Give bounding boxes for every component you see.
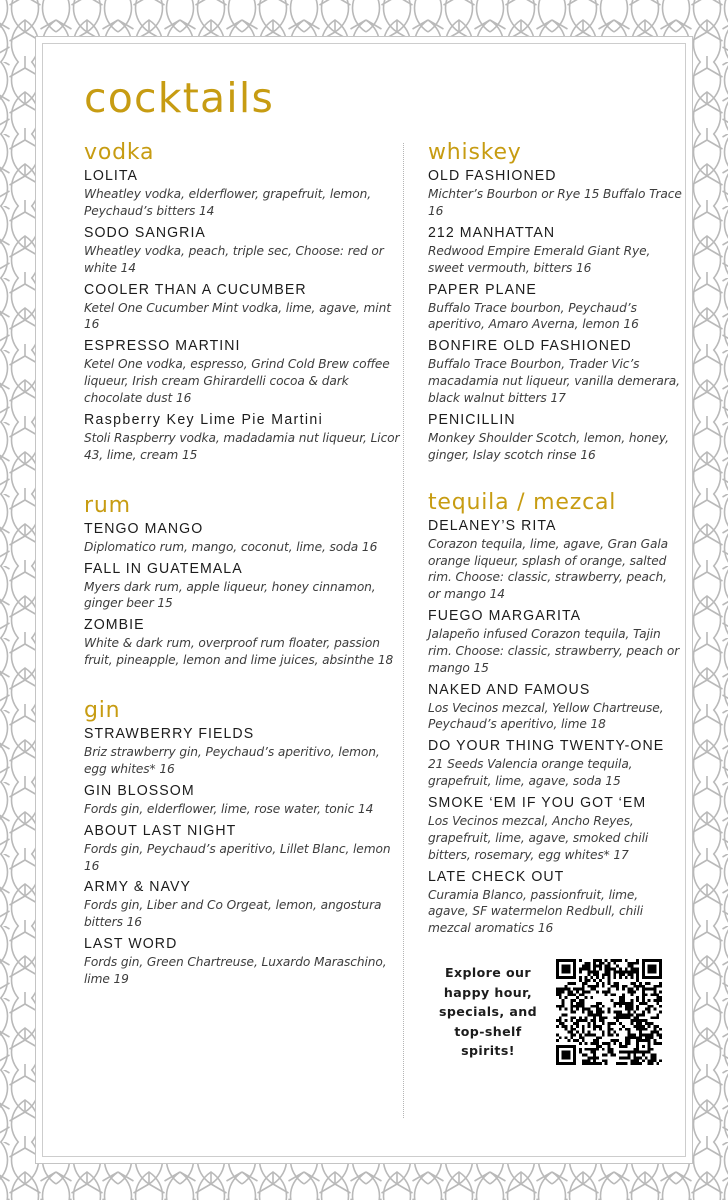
menu-item <box>428 336 682 407</box>
menu-item <box>428 867 682 938</box>
menu-item-description: Corazon tequila, lime, agave, Gran Gala orange liqueur, splash of orange, salted rim. Choose: classic, strawberry, peach, or mango 14 <box>428 536 669 602</box>
menu-item-name: ABOUT LAST NIGHT <box>84 821 237 839</box>
promo-text: Explore our happy hour, specials, and top-shelf spirits! <box>439 965 537 1059</box>
menu-item <box>84 519 403 556</box>
menu-item-name: LAST WORD <box>84 935 178 953</box>
left-column <box>73 141 403 991</box>
menu-item-description: Myers dark rum, apple liqueur, honey cinnamon, ginger beer 15 <box>84 579 376 611</box>
menu-item-name: DO YOUR THING TWENTY-ONE <box>428 737 665 755</box>
menu-item-description: Wheatley vodka, elderflower, grapefruit, lemon, Peychaud’s bitters 14 <box>84 187 372 218</box>
menu-item-description: 21 Seeds Valencia orange tequila, grapefruit, lime, agave, soda 15 <box>428 757 633 789</box>
menu-item <box>84 877 403 931</box>
menu-item <box>428 410 682 464</box>
menu-item-description: Buffalo Trace bourbon, Peychaud’s aperitivo, Amaro Averna, lemon 16 <box>428 300 639 332</box>
menu-item-name: BONFIRE OLD FASHIONED <box>428 337 632 355</box>
menu-item-description: Fords gin, Peychaud’s aperitivo, Lillet Blanc, lemon 16 <box>84 841 391 873</box>
page-title: cocktails <box>84 74 275 122</box>
menu-item-name: LATE CHECK OUT <box>428 867 565 885</box>
promo-block[interactable] <box>428 959 682 1065</box>
menu-item-name: ARMY & NAVY <box>84 878 192 896</box>
menu-item <box>84 559 403 613</box>
menu-item-name: SODO SANGRIA <box>84 223 206 241</box>
menu-item-description: Stoli Raspberry vodka, madadamia nut liqueur, Licor 43, lime, cream 15 <box>84 430 400 462</box>
menu-item-name: PENICILLIN <box>428 410 516 428</box>
menu-item <box>84 223 403 277</box>
menu-item <box>428 280 682 334</box>
menu-item-name: OLD FASHIONED <box>428 167 557 185</box>
section-whiskey <box>428 141 682 464</box>
menu-item <box>84 280 403 334</box>
menu-item-description: Fords gin, Liber and Co Orgeat, lemon, angostura bitters 16 <box>84 898 382 930</box>
menu-item <box>84 821 403 875</box>
menu-item <box>84 724 403 778</box>
section-rum <box>84 494 403 669</box>
menu-item-name: STRAWBERRY FIELDS <box>84 725 255 743</box>
menu-item-description: Briz strawberry gin, Peychaud’s aperitivo, lemon, egg whites* 16 <box>84 745 380 776</box>
right-column <box>405 141 682 1065</box>
menu-item <box>84 934 403 988</box>
menu-item <box>84 166 403 220</box>
section-heading: tequila / mezcal <box>428 489 617 515</box>
menu-item-name: 212 MANHATTAN <box>428 223 556 241</box>
section-vodka <box>84 141 403 464</box>
menu-item-name: ESPRESSO MARTINI <box>84 337 241 355</box>
menu-item-description: Los Vecinos mezcal, Yellow Chartreuse, Peychaud’s aperitivo, lime 18 <box>428 700 664 732</box>
qr-code-icon[interactable] <box>556 959 662 1065</box>
menu-item-name: PAPER PLANE <box>428 280 537 298</box>
section-heading: gin <box>84 697 121 723</box>
menu-item <box>428 680 682 734</box>
menu-item-description: Michter’s Bourbon or Rye 15 Buffalo Trace 16 <box>428 187 682 218</box>
menu-item <box>84 615 403 669</box>
menu-item-name: NAKED AND FAMOUS <box>428 680 591 698</box>
menu-item-name: TENGO MANGO <box>84 519 204 537</box>
menu-item-description: Redwood Empire Emerald Giant Rye, sweet vermouth, bitters 16 <box>428 243 651 275</box>
menu-item-name: FUEGO MARGARITA <box>428 606 582 624</box>
menu-item-name: SMOKE ‘EM IF YOU GOT ‘EM <box>428 793 647 811</box>
menu-item-description: Fords gin, Green Chartreuse, Luxardo Maraschino, lime 19 <box>84 955 387 986</box>
menu-item-name: Raspberry Key Lime Pie Martini <box>84 410 324 428</box>
section-gin <box>84 699 403 988</box>
menu-content <box>43 44 685 1156</box>
section-heading: whiskey <box>428 140 522 165</box>
menu-item-name: COOLER THAN A CUCUMBER <box>84 280 307 298</box>
menu-item <box>428 736 682 790</box>
menu-item-description: Ketel One Cucumber Mint vodka, lime, agave, mint 16 <box>84 300 391 332</box>
menu-frame-inner <box>42 43 686 1157</box>
menu-item-description: Fords gin, elderflower, lime, rose water, tonic 14 <box>84 801 374 816</box>
menu-item <box>84 410 403 464</box>
menu-item-name: LOLITA <box>84 167 139 185</box>
menu-item-description: Diplomatico rum, mango, coconut, lime, soda 16 <box>84 539 378 554</box>
menu-item-description: Jalapeño infused Corazon tequila, Tajin rim. Choose: classic, strawberry, peach or mango 15 <box>428 627 680 675</box>
menu-item-description: Los Vecinos mezcal, Ancho Reyes, grapefruit, lime, agave, smoked chili bitters, rosemary, egg whites* 17 <box>428 814 649 862</box>
menu-item-name: DELANEY’S RITA <box>428 516 557 534</box>
menu-item <box>428 793 682 864</box>
menu-item-name: GIN BLOSSOM <box>84 781 195 799</box>
section-tequila-mezcal <box>428 491 682 938</box>
menu-item-description: Wheatley vodka, peach, triple sec, Choose: red or white 14 <box>84 243 384 275</box>
menu-item <box>428 223 682 277</box>
menu-item-description: Ketel One vodka, espresso, Grind Cold Brew coffee liqueur, Irish cream Ghirardelli cocoa & dark chocolate dust 16 <box>84 357 390 405</box>
menu-item-description: Monkey Shoulder Scotch, lemon, honey, ginger, Islay scotch rinse 16 <box>428 430 669 462</box>
menu-item <box>428 516 682 603</box>
menu-item-name: FALL IN GUATEMALA <box>84 559 243 577</box>
menu-item <box>84 336 403 407</box>
menu-item-name: ZOMBIE <box>84 616 145 634</box>
menu-frame-outer <box>35 36 693 1164</box>
section-heading: vodka <box>84 140 155 165</box>
menu-columns <box>73 140 682 1118</box>
menu-item-description: White & dark rum, overproof rum floater, passion fruit, pineapple, lemon and lime juices, absinthe 18 <box>84 636 394 668</box>
menu-item-description: Curamia Blanco, passionfruit, lime, agave, SF watermelon Redbull, chili mezcal aromatics 16 <box>428 887 644 936</box>
menu-item <box>428 166 682 220</box>
menu-item-description: Buffalo Trace Bourbon, Trader Vic’s macadamia nut liqueur, vanilla demerara, black walnut bitters 17 <box>428 357 680 405</box>
section-heading: rum <box>84 492 131 518</box>
menu-item <box>84 781 403 818</box>
menu-item <box>428 606 682 677</box>
